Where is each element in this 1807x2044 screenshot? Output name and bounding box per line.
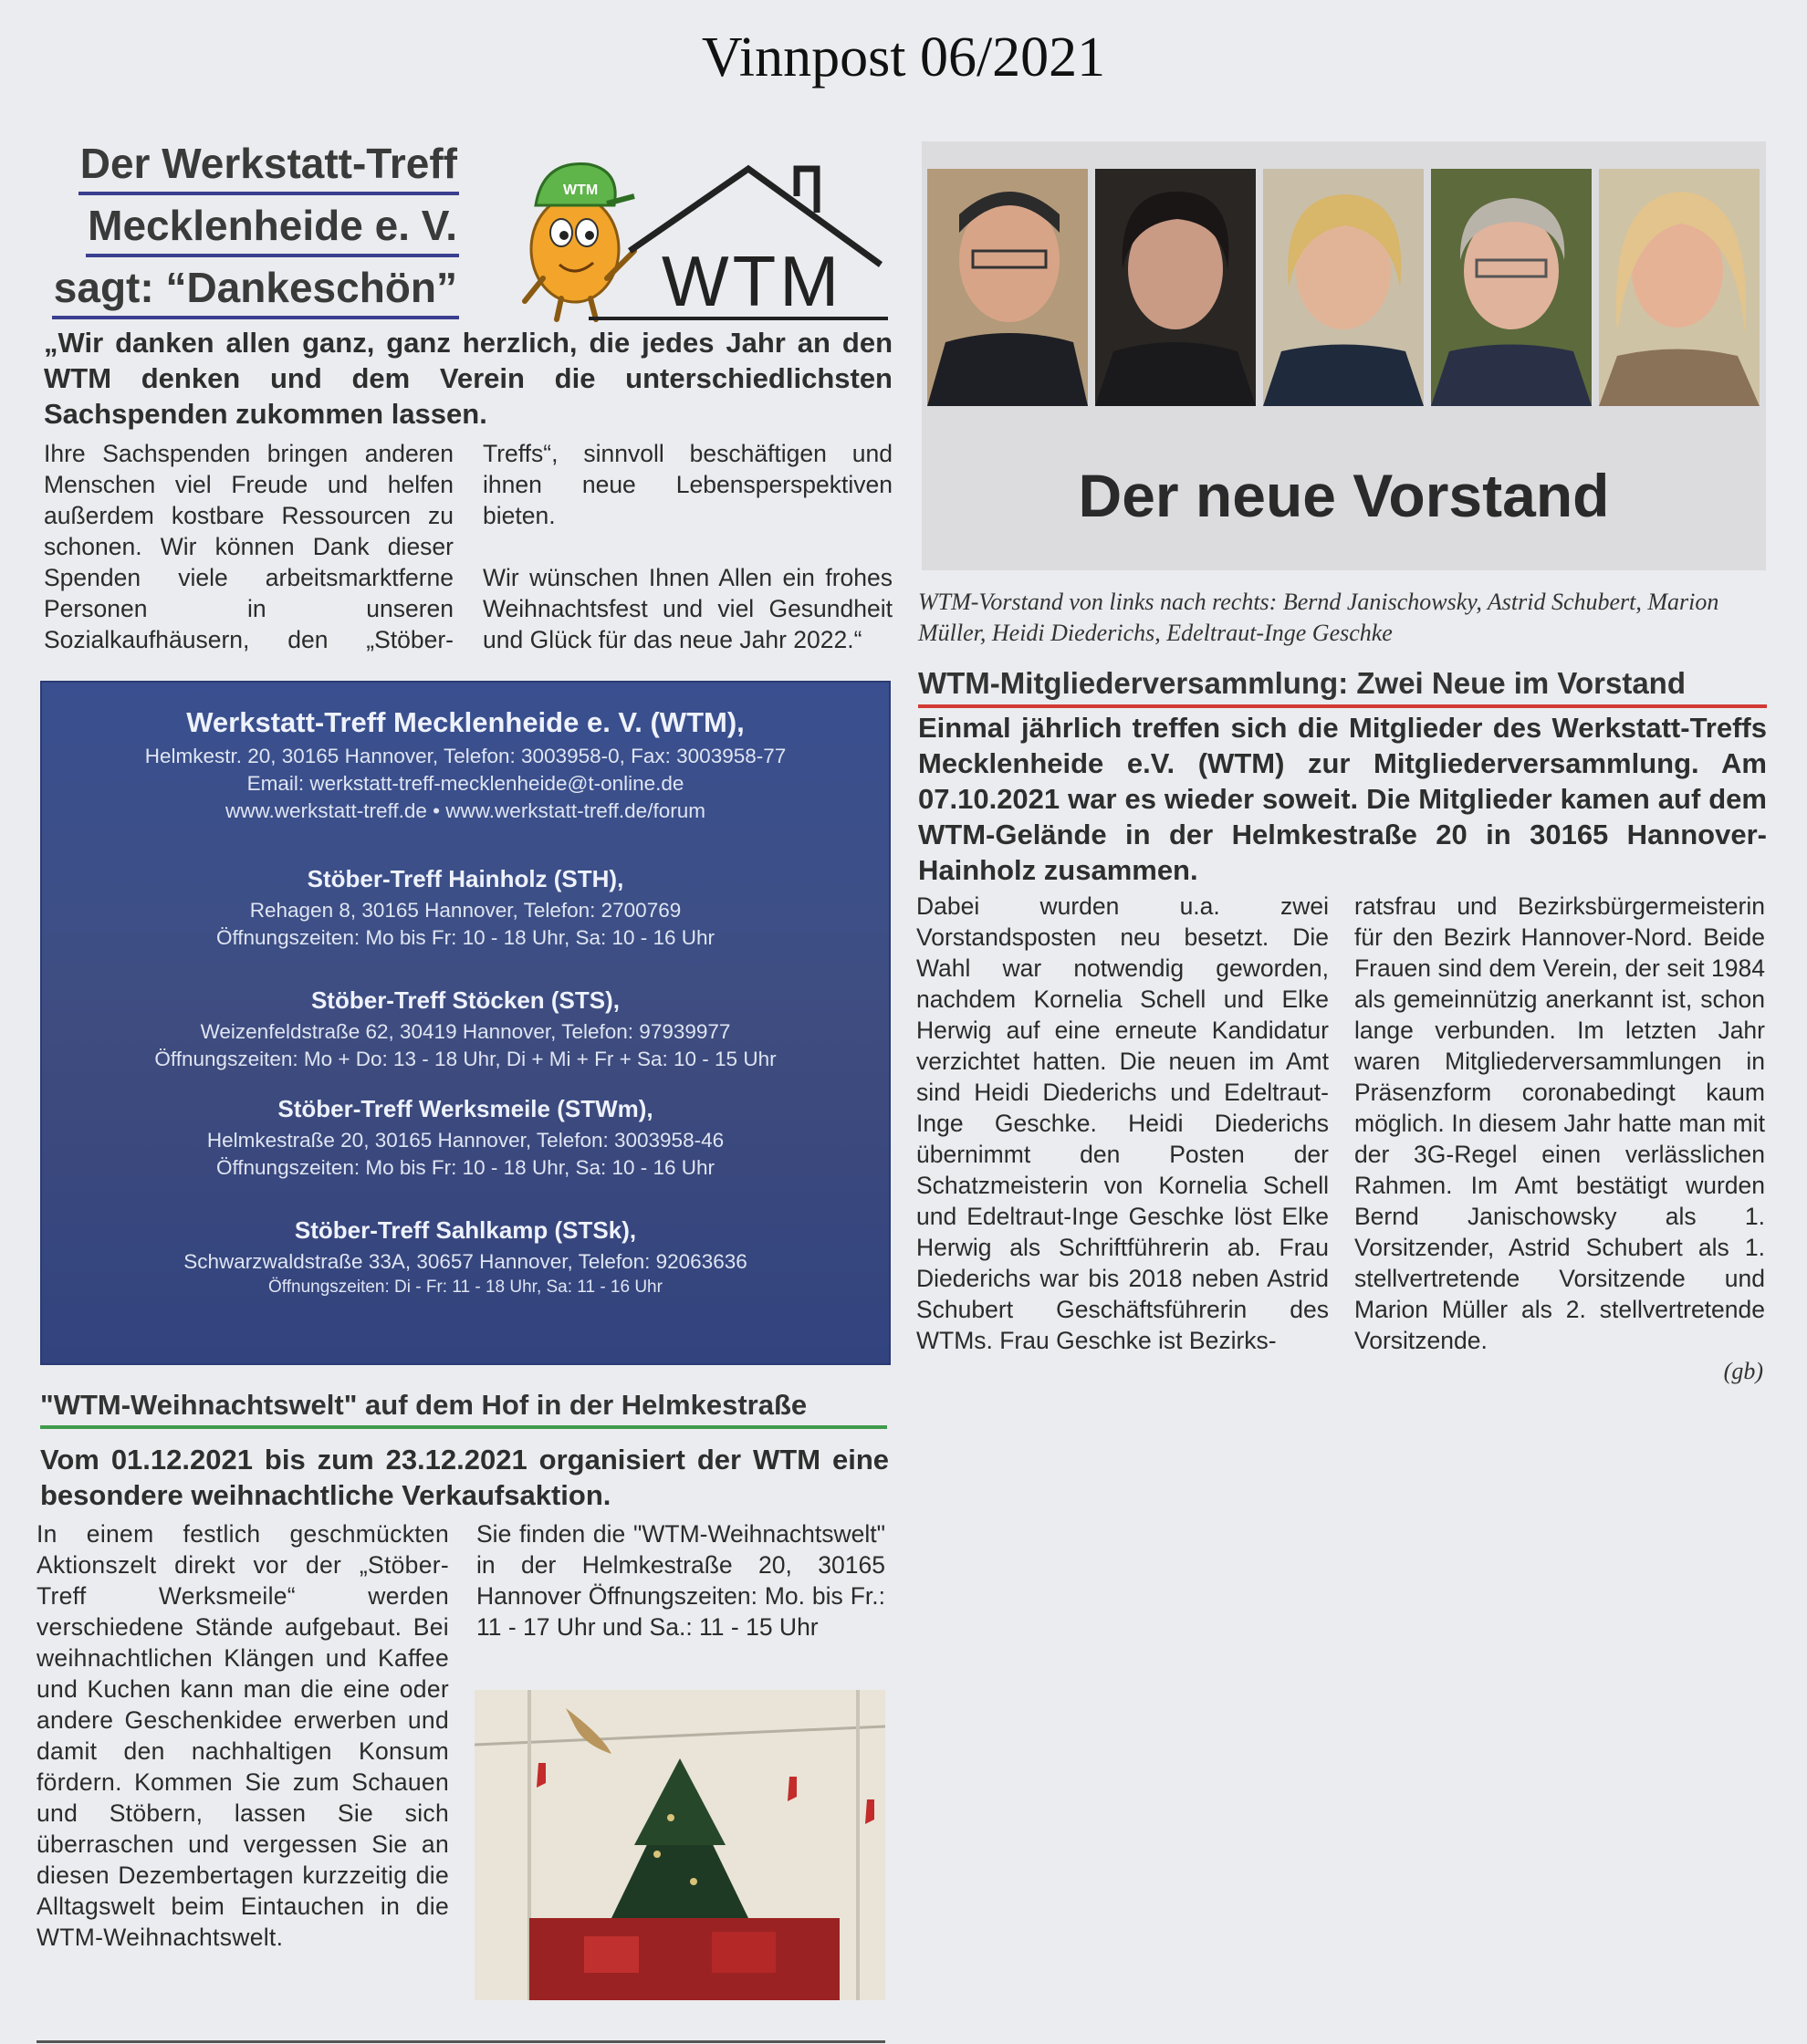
board-heading: Der neue Vorstand: [1078, 462, 1610, 529]
article-title-thanks: [44, 135, 459, 321]
shop-name: Stöber-Treff Stöcken (STS),: [310, 986, 621, 1014]
shop-hours: Öffnungszeiten: Di - Fr: 11 - 18 Uhr, Sa: 11 - 16 Uhr: [268, 1278, 663, 1297]
shop-hours: Öffnungszeiten: Mo + Do: 13 - 18 Uhr, Di + Mi + Fr + Sa: 10 - 15 Uhr: [154, 1048, 777, 1070]
logo-text: WTM: [662, 241, 843, 321]
title-line-1: Der Werkstatt-Treff: [78, 135, 459, 195]
portrait-photo: [1599, 169, 1760, 406]
author-initials: (gb): [1723, 1358, 1763, 1384]
title-line-3: sagt: “Dankeschön”: [52, 259, 459, 319]
title-line-2: Mecklenheide e. V.: [86, 197, 459, 257]
meeting-col2: ratsfrau und Bezirksbürgermeisterin für den Bezirk Hannover-Nord. Beide Frauen sind dem Verein, der seit 1984 als gemeinnützig anerkannt ist, schon lange verbunden. Im letzten Jahr waren Mitgliederversammlungen in Präsenzform coronabedingt kaum möglich. In diesem Jahr hatte man mit der 3G-Regel einen verlässlichen Rahmen. Im Amt bestätigt wurden Bernd Janischowsky als 1. Vorsitzender, Astrid Schubert als 1. stellvertretende Vorsitzende und Marion Müller als 2. stellvertretende Vorsitzende.: [1354, 892, 1765, 1354]
wtm-logo: [507, 141, 890, 324]
portrait-photo: [1431, 169, 1592, 406]
shop-address: Schwarzwaldstraße 33A, 30657 Hannover, Telefon: 92063636: [183, 1250, 747, 1273]
masthead-title: Vinnpost 06/2021: [701, 26, 1106, 89]
shop-address: Helmkestraße 20, 30165 Hannover, Telefon: 3003958-46: [206, 1129, 725, 1152]
thanks-col1: Ihre Sachspenden bringen anderen Menschen viel Freude und helfen außerdem kostbare Ressourcen zu schonen. Wir können Dank dieser Spenden viele arbeitsmarktferne Personen in unseren Sozialkaufhäusern, den „Stöber-Treffs“, sinnvoll beschäftigen und ihnen neue Lebensperspektiven bieten.: [44, 440, 893, 653]
meeting-headline-wrap: [918, 666, 1767, 708]
thanks-col2-p2: Wir wünschen Ihnen Allen ein frohes Weihnachtsfest und viel Gesundheit und Glück für das neue Jahr 2022.“: [483, 564, 893, 653]
christmas-tree-photo: [475, 1690, 885, 2000]
meeting-headline: WTM-Mitgliederversammlung: Zwei Neue im Vorstand: [918, 666, 1767, 708]
portrait-photo: [927, 169, 1088, 406]
thanks-body: [44, 438, 893, 657]
org-web: www.werkstatt-treff.de • www.werkstatt-treff.de/forum: [225, 799, 705, 822]
xmas-lead: Vom 01.12.2021 bis zum 23.12.2021 organisiert der WTM eine besondere weihnachtliche Verkaufsaktion.: [40, 1444, 889, 1511]
meeting-col1: Dabei wurden u.a. zwei Vorstandsposten neu besetzt. Die Wahl war notwendig geworden, nachdem Kornelia Schell und Elke Herwig auf eine erneute Kandidatur verzichtet hatten. Die neuen im Amt sind Heidi Diederichs und Edeltraut-Inge Geschke. Heidi Diederichs übernimmt den Posten der Schatzmeisterin von Kornelia Schell und Edeltraut-Inge Geschke löst Elke Herwig als Schriftführerin ab. Frau Diederichs war bis 2018 neben Astrid Schubert Geschäftsführerin des WTMs. Frau Geschke ist Bezirks-: [916, 892, 1329, 1354]
thanks-lead: „Wir danken allen ganz, ganz herzlich, die jedes Jahr an den WTM denken und dem Verein die unterschiedlichsten Sachspenden zukommen lassen.: [44, 327, 893, 430]
shop-hours: Öffnungszeiten: Mo bis Fr: 10 - 18 Uhr, Sa: 10 - 16 Uhr: [215, 1156, 715, 1179]
xmas-col2: Sie finden die "WTM-Weihnachtswelt" in der Helmkestraße 20, 30165 Hannover Öffnungszeiten: Mo. bis Fr.: 11 - 17 Uhr und Sa.: 11 - 15 Uhr: [476, 1520, 885, 1641]
shop-name: Stöber-Treff Hainholz (STH),: [307, 865, 624, 892]
photo-caption: WTM-Vorstand von links nach rechts: Bernd Janischowsky, Astrid Schubert, Marion Müller, Heidi Diederichs, Edeltraut-Inge Geschke: [918, 589, 1719, 646]
shop-address: Rehagen 8, 30165 Hannover, Telefon: 2700769: [249, 899, 682, 922]
meeting-lead: Einmal jährlich treffen sich die Mitglieder des Werkstatt-Treffs Mecklenheide e.V. (WTM) zur Mitgliederversammlung. Am 07.10.2021 war es wieder soweit. Die Mitglieder kamen auf dem WTM-Gelände in der Helmkestraße 20 in 30165 Hannover-Hainholz zusammen.: [918, 712, 1767, 886]
xmas-headline-wrap: [40, 1389, 887, 1429]
org-address: Helmkestr. 20, 30165 Hannover, Telefon: 3003958-0, Fax: 3003958-77: [144, 745, 787, 767]
shop-hours: Öffnungszeiten: Mo bis Fr: 10 - 18 Uhr, Sa: 10 - 16 Uhr: [215, 926, 715, 949]
shop-address: Weizenfeldstraße 62, 30419 Hannover, Telefon: 97939977: [200, 1020, 731, 1043]
org-name: Werkstatt-Treff Mecklenheide e. V. (WTM),: [186, 706, 745, 738]
xmas-col1: In einem festlich geschmückten Aktionszelt direkt vor der „Stöber-Treff Werksmeile“ werden verschiedene Stände aufgebaut. Bei weihnachtlichen Klängen und Kaffee und Kuchen kann man die eine oder andere Geschenkidee erwerben und damit den nachhaltigen Konsum fördern. Kommen Sie zum Schauen und Stöbern, lassen Sie sich überraschen und vergessen Sie an diesen Dezembertagen kurzzeitig die Alltagswelt beim Eintauchen in die WTM-Weihnachtswelt.: [37, 1520, 449, 1951]
shop-name: Stöber-Treff Werksmeile (STWm),: [277, 1095, 653, 1122]
cap-text: WTM: [563, 182, 599, 198]
bottom-rule: [37, 2040, 885, 2043]
portrait-photo: [1095, 169, 1256, 406]
portrait-photo: [1263, 169, 1424, 406]
contact-info-box: [40, 681, 891, 1365]
shop-name: Stöber-Treff Sahlkamp (STSk),: [294, 1216, 637, 1244]
org-email: Email: werkstatt-treff-mecklenheide@t-online.de: [246, 772, 684, 795]
xmas-headline: "WTM-Weihnachtswelt" auf dem Hof in der Helmkestraße: [40, 1389, 887, 1429]
